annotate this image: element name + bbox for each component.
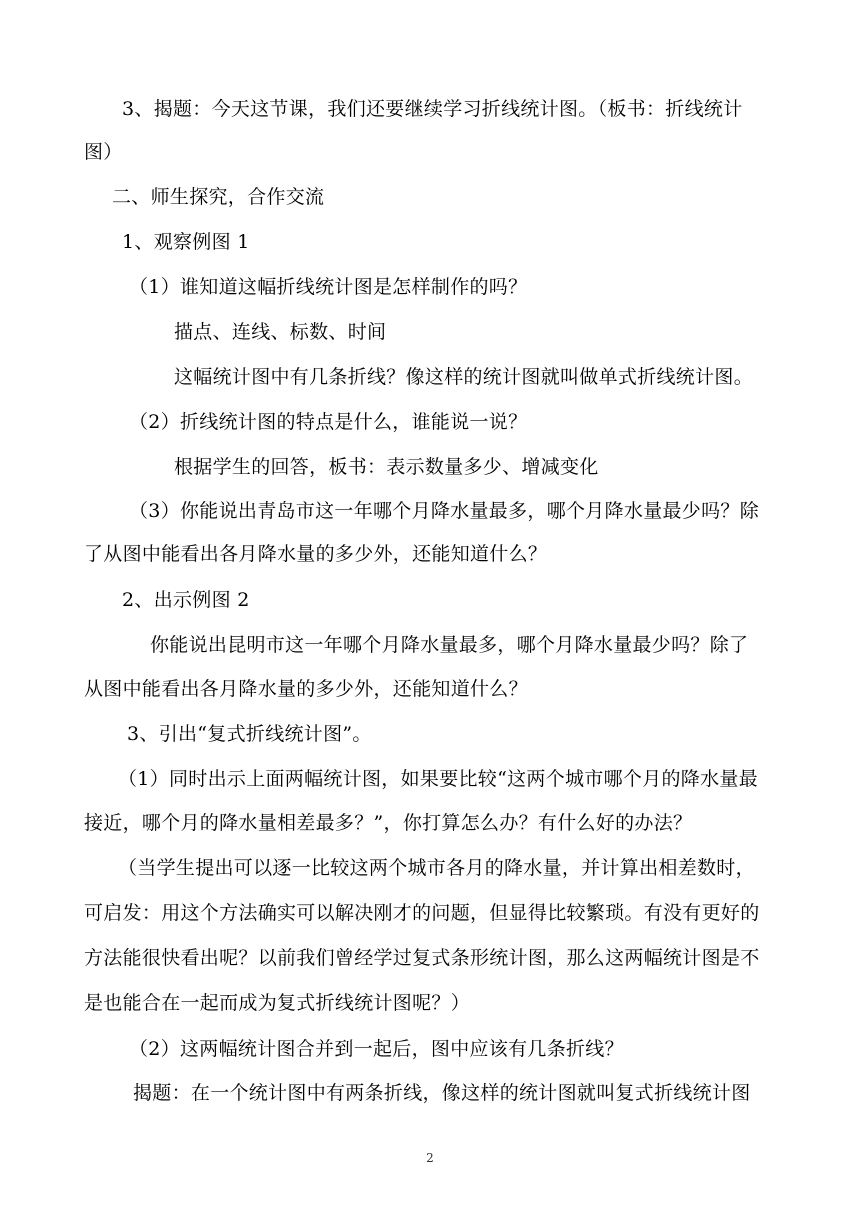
- subsection-heading: 2、出示例图 2: [122, 589, 250, 611]
- question-line: （2）这两幅统计图合并到一起后，图中应该有几条折线？: [129, 1038, 624, 1060]
- answer-line: 描点、连线、标数、时间: [174, 321, 387, 343]
- paragraph-line: 是也能合在一起而成为复式折线统计图呢？）: [84, 992, 471, 1014]
- page-number: 2: [426, 1151, 434, 1165]
- paragraph-line: 图）: [84, 141, 123, 163]
- answer-line: 这幅统计图中有几条折线？像这样的统计图就叫做单式折线统计图。: [174, 366, 754, 388]
- paragraph-line: 从图中能看出各月降水量的多少外，还能知道什么？: [84, 678, 528, 700]
- paragraph-line: 方法能很快看出呢？以前我们曾经学过复式条形统计图，那么这两幅统计图是不: [84, 947, 760, 969]
- subsection-heading: 1、观察例图 1: [122, 231, 250, 253]
- paragraph-line: （当学生提出可以逐一比较这两个城市各月的降水量，并计算出相差数时，: [118, 857, 755, 879]
- answer-line: 根据学生的回答，板书：表示数量多少、增减变化: [174, 456, 599, 478]
- subsection-heading: 3、引出“复式折线统计图”。: [127, 723, 372, 745]
- question-line: （1）谁知道这幅折线统计图是怎样制作的吗？: [129, 276, 528, 298]
- question-line: （3）你能说出青岛市这一年哪个月降水量最多，哪个月降水量最少吗？除: [129, 500, 759, 522]
- paragraph-line: 你能说出昆明市这一年哪个月降水量最多，哪个月降水量最少吗？除了: [150, 634, 749, 656]
- paragraph-line: 接近，哪个月的降水量相差最多？”，你打算怎么办？有什么好的办法？: [84, 812, 693, 834]
- paragraph-line: 了从图中能看出各月降水量的多少外，还能知道什么？: [84, 543, 548, 565]
- question-line: （2）折线统计图的特点是什么，谁能说一说？: [129, 411, 528, 433]
- section-heading: 二、师生探究，合作交流: [112, 186, 325, 208]
- question-line: （1）同时出示上面两幅统计图，如果要比较“这两个城市哪个月的降水量最: [118, 768, 759, 790]
- paragraph-line: 揭题：在一个统计图中有两条折线，像这样的统计图就叫复式折线统计图: [133, 1082, 751, 1104]
- paragraph-line: 3、揭题：今天这节课，我们还要继续学习折线统计图。（板书：折线统计: [122, 98, 743, 120]
- paragraph-line: 可启发：用这个方法确实可以解决刚才的问题，但显得比较繁琐。有没有更好的: [84, 902, 760, 924]
